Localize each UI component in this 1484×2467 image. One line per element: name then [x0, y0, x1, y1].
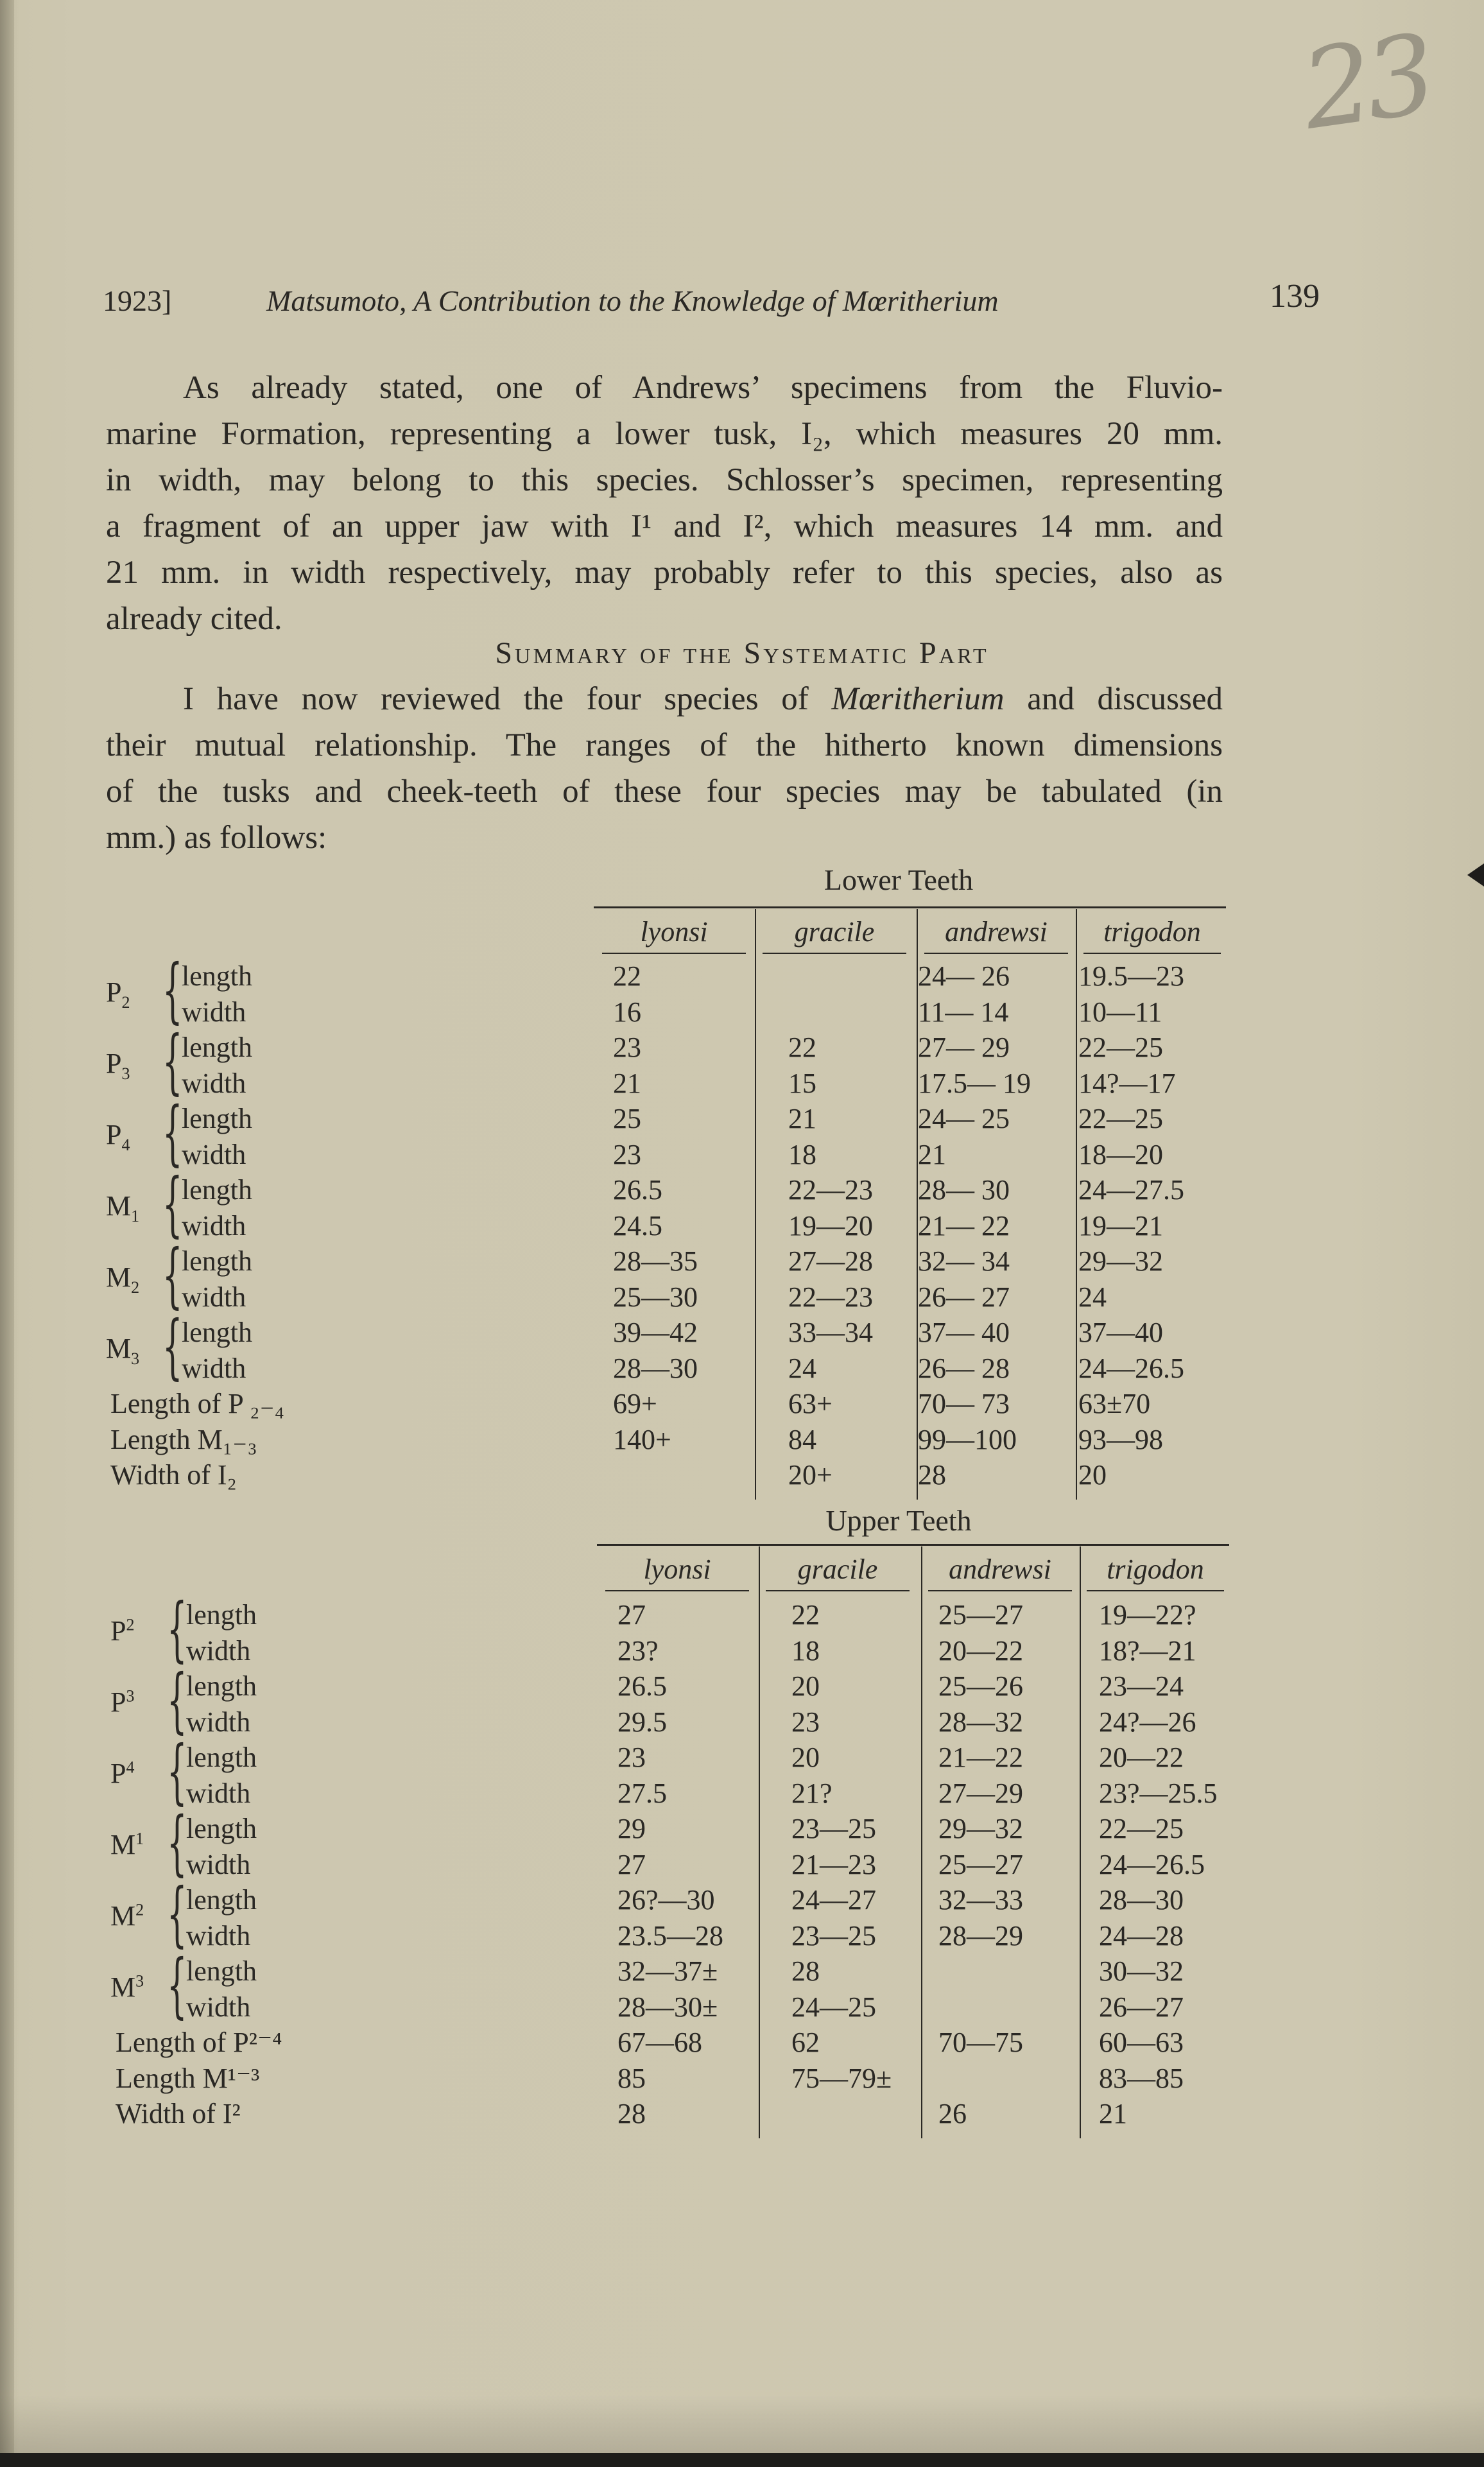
tooth-label [106, 1332, 139, 1369]
table-cell: 23.5—28 [617, 1919, 723, 1952]
table-cell: 28—35 [613, 1245, 698, 1277]
table-cell: 20 [791, 1742, 820, 1773]
measure-label-length: length [186, 1670, 257, 1702]
tooth-letter: M [110, 1971, 136, 2003]
measure-label-width: width [182, 1138, 246, 1170]
table-cell: 23 [613, 1138, 641, 1170]
paragraph-1 [106, 365, 1223, 642]
summary-row-label: Length of P²⁻⁴ [116, 2027, 282, 2058]
brace-icon: { [162, 1091, 183, 1173]
table-cell: 24—27 [791, 1884, 876, 1916]
column-header-trigodon: trigodon [1107, 1554, 1204, 1585]
tooth-index: 3 [135, 1971, 144, 1991]
measure-label-length: length [182, 1032, 252, 1063]
measure-label-width: width [186, 1777, 251, 1809]
table-cell: 22—25 [1099, 1813, 1184, 1844]
table-cell: 15 [788, 1067, 816, 1099]
table-cell: 21— 22 [918, 1209, 1010, 1242]
header-year: 1923] [103, 284, 172, 317]
tooth-letter: P [106, 976, 122, 1008]
running-title: Matsumoto, A Contribution to the Knowledge of Mœritherium [266, 284, 999, 317]
table-cell: 28—30 [613, 1352, 698, 1384]
table-cell: 27— 29 [918, 1032, 1010, 1063]
table-cell: 19—22? [1099, 1599, 1196, 1631]
table-cell: 22—25 [1078, 1103, 1163, 1134]
table-cell: 20+ [788, 1459, 833, 1491]
tooth-letter: P [106, 1118, 122, 1150]
column-separator [1076, 909, 1077, 1500]
table-cell: 99—100 [918, 1423, 1017, 1455]
table-cell: 29 [617, 1813, 646, 1844]
measure-label-width: width [182, 996, 246, 1028]
table-cell: 20 [1078, 1459, 1107, 1491]
paragraph-line: mm.) as follows: [106, 820, 327, 856]
table-cell: 20—22 [938, 1634, 1023, 1666]
table-cell: 26.5 [613, 1174, 662, 1206]
table-cell: 25—27 [938, 1848, 1023, 1880]
column-header-andrewsi: andrewsi [949, 1554, 1051, 1585]
paragraph-line: a fragment of an upper jaw with I¹ and I², which measures 14 mm. and [106, 508, 1223, 544]
table-cell: 25—30 [613, 1281, 698, 1313]
table-cell: 37— 40 [918, 1317, 1010, 1348]
tooth-label [110, 1757, 134, 1790]
table-cell: 70— 73 [918, 1388, 1010, 1419]
table-cell: 23—25 [791, 1813, 876, 1844]
table-cell: 24 [788, 1352, 816, 1384]
tooth-index: 2 [135, 1900, 144, 1919]
genus-name: Mœritherium [831, 681, 1005, 717]
brace-icon: { [162, 1305, 183, 1387]
table-cell: 33—34 [788, 1317, 873, 1348]
column-header-underline [928, 1590, 1072, 1591]
column-separator [755, 909, 756, 1500]
table-caption: Lower Teeth [824, 863, 974, 896]
table-cell: 25—27 [938, 1599, 1023, 1631]
tooth-letter: M [110, 1900, 136, 1932]
table-cell: 24— 25 [918, 1103, 1010, 1134]
table-cell: 85 [617, 2062, 646, 2094]
brace-icon: { [167, 1730, 187, 1812]
table-cell: 24 [1078, 1281, 1107, 1313]
table-cell: 26— 27 [918, 1281, 1010, 1313]
table-cell: 83—85 [1099, 2062, 1184, 2094]
table-cell: 22—23 [788, 1281, 873, 1313]
table-cell: 24?—26 [1099, 1706, 1196, 1738]
tooth-index: 4 [126, 1758, 135, 1777]
tooth-letter: M [106, 1332, 132, 1364]
measure-label-width: width [182, 1209, 246, 1242]
measure-label-width: width [186, 1848, 251, 1880]
table-cell: 32— 34 [918, 1245, 1010, 1277]
paragraph-line: already cited. [106, 601, 282, 637]
table-cell: 22—25 [1078, 1032, 1163, 1063]
tooth-label [106, 1047, 130, 1084]
table-cell: 75—79± [791, 2062, 892, 2094]
table-cell: 19.5—23 [1078, 960, 1184, 992]
measure-label-length: length [186, 1884, 257, 1916]
table-cell: 28—32 [938, 1706, 1023, 1738]
tooth-letter: P [110, 1614, 126, 1647]
tooth-letter: M [106, 1261, 132, 1293]
tooth-index: 1 [135, 1829, 144, 1848]
table-cell: 23 [613, 1032, 641, 1063]
column-header-andrewsi: andrewsi [945, 916, 1048, 948]
measure-label-length: length [182, 1317, 252, 1348]
table-cell: 67—68 [617, 2027, 702, 2058]
table-cell: 39—42 [613, 1317, 698, 1348]
paragraph-line: in width, may belong to this species. Schlosser’s specimen, representing [106, 462, 1223, 498]
column-header-gracile: gracile [797, 1554, 878, 1585]
bottom-shade [0, 2395, 1484, 2453]
table-cell: 21 [918, 1138, 946, 1170]
column-header-underline [924, 953, 1068, 954]
table-cell: 18 [788, 1138, 816, 1170]
table-cell: 63+ [788, 1388, 833, 1419]
table-cell: 26— 28 [918, 1352, 1010, 1384]
column-header-underline [763, 953, 906, 954]
brace-icon: { [167, 1801, 187, 1883]
table-cell: 24— 26 [918, 960, 1010, 992]
tooth-index: 3 [121, 1064, 130, 1083]
tooth-index: 2 [121, 992, 130, 1012]
measure-label-width: width [182, 1352, 246, 1384]
tooth-label [106, 1190, 139, 1226]
measure-label-length: length [182, 960, 252, 992]
tooth-label [106, 1118, 130, 1155]
table-cell: 29—32 [938, 1813, 1023, 1844]
table-cell: 25 [613, 1103, 641, 1134]
tooth-label [110, 1614, 134, 1647]
tooth-label [110, 1686, 134, 1718]
table-cell: 23 [617, 1742, 646, 1773]
table-cell: 30—32 [1099, 1955, 1184, 1987]
column-separator [921, 1546, 922, 2138]
tooth-letter: P [110, 1686, 126, 1718]
table-cell: 84 [788, 1423, 816, 1455]
table-cell: 70—75 [938, 2027, 1023, 2058]
column-separator [759, 1546, 760, 2138]
page-number: 139 [1270, 278, 1320, 315]
tooth-label [110, 1971, 144, 2004]
summary-row-label: Width of I² [116, 2098, 241, 2129]
measure-label-length: length [186, 1742, 257, 1773]
column-header-lyonsi: lyonsi [643, 1554, 711, 1585]
tooth-letter: M [106, 1190, 132, 1222]
table-cell: 23?—25.5 [1099, 1777, 1218, 1809]
paragraph-2 [106, 676, 1223, 861]
table-cell: 18?—21 [1099, 1634, 1196, 1666]
table-cell: 23? [617, 1634, 659, 1666]
column-header-lyonsi: lyonsi [640, 916, 708, 948]
tooth-index: 3 [131, 1349, 140, 1368]
paragraph-line: their mutual relationship. The ranges of the hitherto known dimensions [106, 727, 1223, 763]
table-cell: 24—26.5 [1078, 1352, 1184, 1384]
table-cell: 20—22 [1099, 1742, 1184, 1773]
measure-label-width: width [186, 1634, 251, 1666]
table-cell: 29—32 [1078, 1245, 1163, 1277]
table-cell: 27.5 [617, 1777, 667, 1809]
measure-label-width: width [186, 1919, 251, 1952]
table-cell: 28—30 [1099, 1884, 1184, 1916]
table-cell: 140+ [613, 1423, 671, 1455]
table-cell: 27 [617, 1848, 646, 1880]
paragraph-line: of the tusks and cheek-teeth of these four species may be tabulated (in [106, 774, 1223, 809]
measure-label-width: width [186, 1991, 251, 2023]
section-heading: Summary of the Systematic Part [495, 636, 989, 670]
measure-label-width: width [182, 1067, 246, 1099]
table-cell: 17.5— 19 [918, 1067, 1031, 1099]
table-cell: 28 [617, 2098, 646, 2129]
table-cell: 32—33 [938, 1884, 1023, 1916]
paragraph-line: I have now reviewed the four species of Mœritherium and discussed [183, 681, 1223, 717]
table-cell: 93—98 [1078, 1423, 1163, 1455]
brace-icon: { [167, 1588, 187, 1670]
table-cell: 29.5 [617, 1706, 667, 1738]
table-cell: 27 [617, 1599, 646, 1631]
table-cell: 21—22 [938, 1742, 1023, 1773]
tooth-label [106, 1261, 139, 1297]
summary-row-label: Length M¹⁻³ [116, 2062, 260, 2094]
tooth-label [110, 1828, 144, 1861]
brace-icon: { [167, 1944, 187, 2026]
column-header-gracile: gracile [794, 916, 875, 948]
tooth-index: 4 [121, 1135, 130, 1154]
summary-row-label: Length of P ₂₋₄ [110, 1388, 285, 1419]
table-cell: 21 [1099, 2098, 1127, 2129]
tooth-label [106, 976, 130, 1012]
measure-label-length: length [186, 1955, 257, 1987]
table-cell: 26.5 [617, 1670, 667, 1702]
table-cell: 23 [791, 1706, 820, 1738]
column-header-underline [1083, 953, 1221, 954]
table-cell: 23—25 [791, 1919, 876, 1952]
measure-label-width: width [186, 1706, 251, 1738]
brace-icon: { [162, 949, 183, 1031]
table-cell: 24—26.5 [1099, 1848, 1205, 1880]
bottom-edge [0, 2453, 1484, 2467]
tooth-letter: M [110, 1828, 136, 1860]
table-cell: 19—20 [788, 1209, 873, 1242]
tooth-letter: P [110, 1757, 126, 1789]
table-cell: 14?—17 [1078, 1067, 1176, 1099]
tooth-letter: P [106, 1047, 122, 1079]
table-cell: 27—29 [938, 1777, 1023, 1809]
brace-icon: { [167, 1873, 187, 1955]
column-header-trigodon: trigodon [1103, 916, 1201, 948]
table-cell: 28— 30 [918, 1174, 1010, 1206]
table-cell: 28—29 [938, 1919, 1023, 1952]
tooth-index: 1 [131, 1206, 140, 1225]
tooth-index: 3 [126, 1686, 135, 1706]
table-cell: 28 [791, 1955, 820, 1987]
table-cell: 18 [791, 1634, 820, 1666]
table-cell: 32—37± [617, 1955, 718, 1987]
table-cell: 25—26 [938, 1670, 1023, 1702]
table-cell: 37—40 [1078, 1317, 1163, 1348]
column-header-underline [602, 953, 746, 954]
measure-label-length: length [186, 1599, 257, 1631]
measure-label-width: width [182, 1281, 246, 1313]
table-cell: 21? [791, 1777, 833, 1809]
column-separator [1080, 1546, 1081, 2138]
summary-row-label: Length M₁₋₃ [110, 1423, 257, 1455]
table-cell: 24—27.5 [1078, 1174, 1184, 1206]
table-cell: 19—21 [1078, 1209, 1163, 1242]
table-cell: 28 [918, 1459, 946, 1491]
table-cell: 62 [791, 2027, 820, 2058]
table-cell: 26?—30 [617, 1884, 715, 1916]
measure-label-length: length [186, 1813, 257, 1844]
brace-icon: { [162, 1020, 183, 1102]
column-header-underline [766, 1590, 910, 1591]
table-cell: 26—27 [1099, 1991, 1184, 2023]
table-cell: 10—11 [1078, 996, 1162, 1028]
table-cell: 60—63 [1099, 2027, 1184, 2058]
brace-icon: { [167, 1659, 187, 1741]
table-cell: 18—20 [1078, 1138, 1163, 1170]
paragraph-line: marine Formation, representing a lower tusk, I₂, which measures 20 mm. [106, 416, 1223, 452]
table-cell: 27—28 [788, 1245, 873, 1277]
summary-row-label: Width of I₂ [110, 1459, 237, 1491]
table-cell: 23—24 [1099, 1670, 1184, 1702]
table-cell: 21 [788, 1103, 816, 1134]
table-cell: 22 [788, 1032, 816, 1063]
table-cell: 28—30± [617, 1991, 718, 2023]
table-caption: Upper Teeth [825, 1504, 972, 1537]
handwritten-folio-mark: 23 [1295, 11, 1438, 155]
table-cell: 24—28 [1099, 1919, 1184, 1952]
column-header-underline [605, 1590, 749, 1591]
tooth-label [110, 1900, 144, 1932]
table-cell: 24.5 [613, 1209, 662, 1242]
table-cell: 69+ [613, 1388, 657, 1419]
measure-label-length: length [182, 1245, 252, 1277]
table-cell: 24—25 [791, 1991, 876, 2023]
measure-label-length: length [182, 1174, 252, 1206]
table-top-rule [597, 1544, 1229, 1546]
table-cell: 21 [613, 1067, 641, 1099]
table-cell: 21—23 [791, 1848, 876, 1880]
table-cell: 11— 14 [918, 996, 1009, 1028]
table-cell: 22—23 [788, 1174, 873, 1206]
tooth-index: 2 [131, 1277, 140, 1297]
book-gutter [0, 0, 14, 2467]
brace-icon: { [162, 1234, 183, 1316]
measure-label-length: length [182, 1103, 252, 1134]
table-cell: 22 [791, 1599, 820, 1631]
table-cell: 26 [938, 2098, 967, 2129]
tooth-index: 2 [126, 1615, 135, 1634]
paragraph-line: 21 mm. in width respectively, may probably refer to this species, also as [106, 555, 1223, 591]
column-header-underline [1087, 1590, 1224, 1591]
table-top-rule [594, 906, 1226, 908]
running-header [103, 277, 1320, 322]
brace-icon: { [162, 1163, 183, 1245]
table-cell: 63±70 [1078, 1388, 1151, 1419]
table-cell: 16 [613, 996, 641, 1028]
table-cell: 20 [791, 1670, 820, 1702]
paragraph-line: As already stated, one of Andrews’ specimens from the Fluvio- [183, 370, 1223, 406]
table-cell: 22 [613, 960, 641, 992]
